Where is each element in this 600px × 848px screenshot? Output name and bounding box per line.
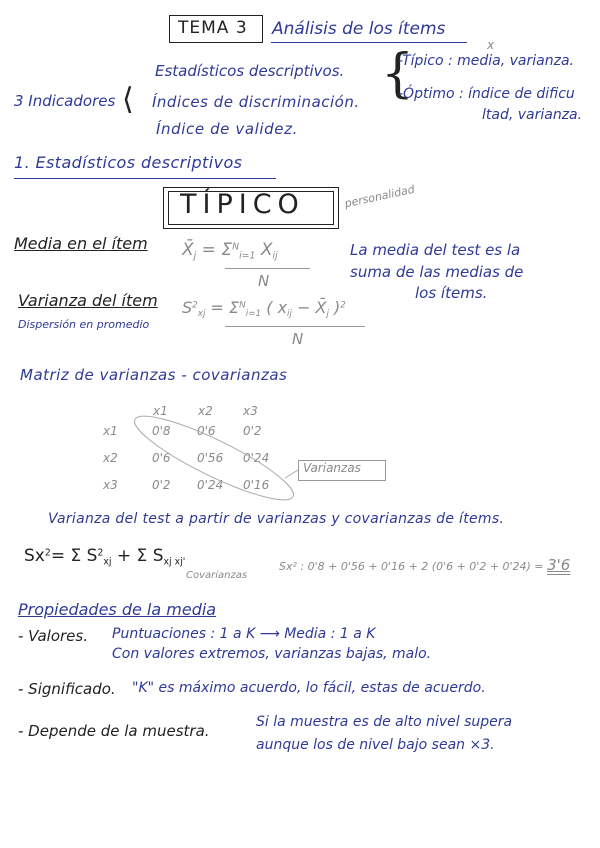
media-formula: $X̄_j = \Sigma^N_{i=1}$ $X_{ij}$ (182, 240, 278, 262)
page-title: Análisis de los ítems (272, 19, 446, 39)
matrix-cell: 0'16 (243, 478, 270, 492)
property-2-label: - Significado. (18, 680, 116, 698)
matrix-cell: 0'6 (152, 451, 171, 465)
tipico-note: personalidad (343, 182, 416, 211)
arrow-brace-icon: ⟨ (122, 82, 134, 117)
matrix-cell: 0'24 (243, 451, 270, 465)
matrix-cell: 0'24 (197, 478, 224, 492)
diag-label: Varianzas (303, 461, 361, 475)
matrix-cell: 0'6 (197, 424, 216, 438)
typical-indicator: -Típico : media, varianza. (398, 53, 574, 69)
matrix-row-header-3: x3 (103, 478, 118, 492)
indicator-3: Índice de validez. (156, 120, 298, 138)
matrix-col-header-3: x3 (243, 404, 258, 418)
tipico-label: TÍPICO (180, 189, 305, 220)
media-note-2: suma de las medias de (350, 263, 524, 281)
matrix-cell: 0'2 (243, 424, 262, 438)
property-3-label: - Depende de la muestra. (18, 722, 210, 740)
varianza-denominator: N (292, 330, 304, 348)
optimal-indicator: -Óptimo : índice de dificu (398, 86, 575, 102)
media-note-1: La media del test es la (350, 241, 521, 259)
matrix-cell: 0'2 (152, 478, 171, 492)
section1-title: 1. Estadísticos descriptivos (14, 153, 243, 172)
matrix-title: Matriz de varianzas - covarianzas (20, 366, 288, 384)
varianza-formula: $S^2_{xj} = \Sigma^N_{i=1}$ ( $x_{ij}$ − $X̄_j$ )$^2$ (182, 298, 346, 320)
test-variance-result: 3'6 (547, 556, 571, 574)
property-3-text-2: aunque los de nivel bajo sean ×3. (256, 737, 495, 753)
curly-brace-icon: { (381, 44, 415, 104)
properties-title: Propiedades de la media (18, 600, 217, 619)
property-3-text: Si la muestra es de alto nivel supera (256, 714, 513, 730)
media-denominator: N (258, 272, 270, 290)
indicators-label: 3 Indicadores (14, 92, 116, 110)
mark-x: x (487, 38, 495, 52)
optimal-indicator-cont: ltad, varianza. (482, 107, 583, 123)
property-1-text-2: Con valores extremos, varianzas bajas, malo. (112, 646, 432, 662)
indicator-1: Estadísticos descriptivos. (155, 62, 345, 80)
media-label: Media en el ítem (14, 234, 148, 253)
tema-label: TEMA 3 (178, 18, 248, 38)
varianza-sublabel: Dispersión en promedio (18, 318, 150, 331)
property-1-text: Puntuaciones : 1 a K ⟶ Media : 1 a K (112, 626, 376, 642)
test-variance-title: Varianza del test a partir de varianzas y covarianzas de ítems. (48, 511, 505, 527)
varianza-label: Varianza del ítem (18, 291, 158, 310)
test-variance-formula: $Sx^2= \Sigma$ $S^2_{xj} + \Sigma$ $S_{xj xj'}$ (24, 546, 186, 568)
covariance-label: Covarianzas (186, 570, 248, 581)
matrix-col-header-1: x1 (153, 404, 168, 418)
test-variance-calc: Sx² : 0'8 + 0'56 + 0'16 + 2 (0'6 + 0'2 + 0'24) = 3'6 (279, 556, 571, 574)
matrix-col-header-2: x2 (198, 404, 213, 418)
matrix-row-header-2: x2 (103, 451, 118, 465)
matrix-cell: 0'56 (197, 451, 224, 465)
matrix-cell: 0'8 (152, 424, 171, 438)
indicator-2: Índices de discriminación. (152, 93, 360, 111)
property-2-text: "K" es máximo acuerdo, lo fácil, estas de acuerdo. (132, 680, 486, 696)
matrix-row-header-1: x1 (103, 424, 118, 438)
media-note-3: los ítems. (415, 284, 488, 302)
property-1-label: - Valores. (18, 627, 88, 645)
